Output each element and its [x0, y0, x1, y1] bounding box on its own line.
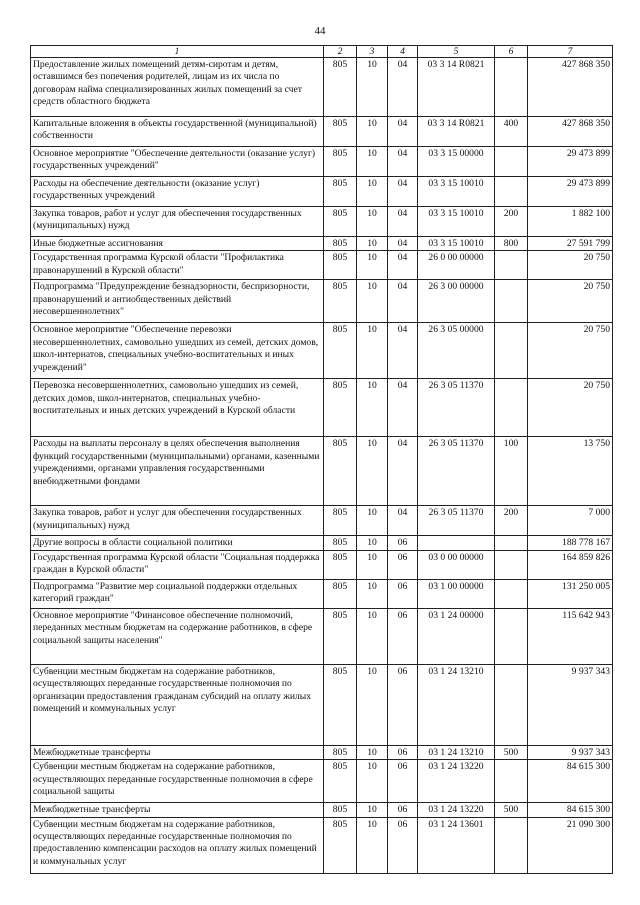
ministry-code-cell: 805: [324, 147, 357, 177]
section-code-cell: 10: [357, 147, 388, 177]
amount-cell: 427 868 350: [528, 58, 613, 117]
subsection-code-cell: 06: [388, 760, 418, 803]
row-name-cell: Основное мероприятие "Обеспечение деятельности (оказание услуг) государственных учреждений": [31, 147, 324, 177]
expense-type-cell: [495, 177, 528, 207]
subsection-code-cell: 04: [388, 177, 418, 207]
expense-type-cell: [495, 379, 528, 437]
target-article-cell: [418, 536, 495, 550]
subsection-code-cell: 06: [388, 803, 418, 817]
section-code-cell: 10: [357, 550, 388, 579]
subsection-code-cell: 04: [388, 280, 418, 323]
ministry-code-cell: 805: [324, 803, 357, 817]
amount-cell: 115 642 943: [528, 608, 613, 664]
subsection-code-cell: 04: [388, 437, 418, 506]
expense-type-cell: 200: [495, 506, 528, 536]
section-code-cell: 10: [357, 437, 388, 506]
section-code-cell: 10: [357, 379, 388, 437]
expense-type-cell: [495, 536, 528, 550]
amount-cell: 20 750: [528, 379, 613, 437]
section-code-cell: 10: [357, 58, 388, 117]
ministry-code-cell: 805: [324, 379, 357, 437]
expense-type-cell: [495, 58, 528, 117]
section-code-cell: 10: [357, 280, 388, 323]
header-col-5: 5: [418, 46, 495, 58]
section-code-cell: 10: [357, 608, 388, 664]
table-row: [31, 379, 613, 437]
ministry-code-cell: 805: [324, 536, 357, 550]
table-row: [31, 437, 613, 506]
target-article-cell: 03 3 15 10010: [418, 237, 495, 251]
table-row: [31, 664, 613, 745]
amount-cell: 29 473 899: [528, 147, 613, 177]
table-row: [31, 117, 613, 147]
row-name-cell: Подпрограмма "Предупреждение безнадзорности, беспризорности, правонарушений и антиобщественных действий несовершеннолетних": [31, 280, 324, 323]
target-article-cell: 26 0 00 00000: [418, 251, 495, 280]
budget-table: [30, 45, 613, 874]
row-name-cell: Капитальные вложения в объекты государственной (муниципальной) собственности: [31, 117, 324, 147]
subsection-code-cell: 06: [388, 579, 418, 608]
target-article-cell: 03 0 00 00000: [418, 550, 495, 579]
row-name-cell: Расходы на обеспечение деятельности (оказание услуг) государственных учреждений: [31, 177, 324, 207]
section-code-cell: 10: [357, 177, 388, 207]
subsection-code-cell: 04: [388, 58, 418, 117]
table-row: [31, 177, 613, 207]
amount-cell: 84 615 300: [528, 803, 613, 817]
subsection-code-cell: 04: [388, 251, 418, 280]
amount-cell: 9 937 343: [528, 664, 613, 745]
amount-cell: 164 859 826: [528, 550, 613, 579]
subsection-code-cell: 06: [388, 745, 418, 759]
row-name-cell: Межбюджетные трансферты: [31, 803, 324, 817]
ministry-code-cell: 805: [324, 177, 357, 207]
ministry-code-cell: 805: [324, 664, 357, 745]
table-row: [31, 147, 613, 177]
table-body: [31, 58, 613, 874]
table-row: [31, 58, 613, 117]
section-code-cell: 10: [357, 760, 388, 803]
header-col-7: 7: [528, 46, 613, 58]
target-article-cell: 26 3 05 11370: [418, 379, 495, 437]
ministry-code-cell: 805: [324, 760, 357, 803]
table-row: [31, 803, 613, 817]
amount-cell: 20 750: [528, 323, 613, 379]
expense-type-cell: [495, 550, 528, 579]
expense-type-cell: 200: [495, 207, 528, 237]
subsection-code-cell: 04: [388, 323, 418, 379]
amount-cell: 131 250 005: [528, 579, 613, 608]
target-article-cell: 03 3 15 10010: [418, 207, 495, 237]
section-code-cell: 10: [357, 579, 388, 608]
amount-cell: 188 778 167: [528, 536, 613, 550]
row-name-cell: Субвенции местным бюджетам на содержание работников, осуществляющих переданные государственные полномочия по организации предоставления гражданам субсидий на оплату жилых помещений и коммунальных услуг: [31, 664, 324, 745]
header-col-2: 2: [324, 46, 357, 58]
target-article-cell: 03 1 24 13220: [418, 803, 495, 817]
expense-type-cell: [495, 664, 528, 745]
target-article-cell: 03 1 00 00000: [418, 579, 495, 608]
table-row: [31, 745, 613, 759]
amount-cell: 20 750: [528, 251, 613, 280]
expense-type-cell: [495, 147, 528, 177]
expense-type-cell: [495, 323, 528, 379]
amount-cell: 21 090 300: [528, 817, 613, 873]
target-article-cell: 03 3 14 R0821: [418, 117, 495, 147]
subsection-code-cell: 06: [388, 664, 418, 745]
row-name-cell: Закупка товаров, работ и услуг для обеспечения государственных (муниципальных) нужд: [31, 506, 324, 536]
subsection-code-cell: 04: [388, 237, 418, 251]
ministry-code-cell: 805: [324, 817, 357, 873]
amount-cell: 29 473 899: [528, 177, 613, 207]
ministry-code-cell: 805: [324, 280, 357, 323]
header-col-4: 4: [388, 46, 418, 58]
expense-type-cell: [495, 760, 528, 803]
ministry-code-cell: 805: [324, 237, 357, 251]
table-row: [31, 579, 613, 608]
target-article-cell: 03 3 14 R0821: [418, 58, 495, 117]
ministry-code-cell: 805: [324, 437, 357, 506]
amount-cell: 7 000: [528, 506, 613, 536]
row-name-cell: Предоставление жилых помещений детям-сиротам и детям, оставшимся без попечения родителей, лицам из их числа по договорам найма специализированных жилых помещений за счет средств областного бюджета: [31, 58, 324, 117]
section-code-cell: 10: [357, 803, 388, 817]
section-code-cell: 10: [357, 664, 388, 745]
row-name-cell: Основное мероприятие "Обеспечение перевозки несовершеннолетних, самовольно ушедших из семей, детских домов, школ-интернатов, специальных учебно-воспитательных и иных учреждений": [31, 323, 324, 379]
amount-cell: 9 937 343: [528, 745, 613, 759]
table-row: [31, 608, 613, 664]
header-col-6: 6: [495, 46, 528, 58]
table-row: [31, 536, 613, 550]
ministry-code-cell: 805: [324, 579, 357, 608]
row-name-cell: Субвенции местным бюджетам на содержание работников, осуществляющих переданные государственные полномочия по предоставлению компенсации расходов на оплату жилых помещений и коммунальных услуг: [31, 817, 324, 873]
section-code-cell: 10: [357, 323, 388, 379]
section-code-cell: 10: [357, 745, 388, 759]
header-row: [31, 46, 613, 58]
amount-cell: 427 868 350: [528, 117, 613, 147]
target-article-cell: 03 1 24 13210: [418, 664, 495, 745]
row-name-cell: Государственная программа Курской области "Профилактика правонарушений в Курской области": [31, 251, 324, 280]
target-article-cell: 03 3 15 10010: [418, 177, 495, 207]
section-code-cell: 10: [357, 251, 388, 280]
amount-cell: 13 750: [528, 437, 613, 506]
section-code-cell: 10: [357, 207, 388, 237]
row-name-cell: Субвенции местным бюджетам на содержание работников, осуществляющих переданные государственные полномочия в сфере социальной защиты: [31, 760, 324, 803]
page-number: 44: [314, 25, 326, 37]
expense-type-cell: [495, 251, 528, 280]
row-name-cell: Межбюджетные трансферты: [31, 745, 324, 759]
table-row: [31, 817, 613, 873]
section-code-cell: 10: [357, 817, 388, 873]
ministry-code-cell: 805: [324, 550, 357, 579]
subsection-code-cell: 04: [388, 506, 418, 536]
table-row: [31, 237, 613, 251]
target-article-cell: 26 3 05 11370: [418, 506, 495, 536]
section-code-cell: 10: [357, 506, 388, 536]
header-col-3: 3: [357, 46, 388, 58]
expense-type-cell: [495, 608, 528, 664]
section-code-cell: 10: [357, 536, 388, 550]
expense-type-cell: 800: [495, 237, 528, 251]
ministry-code-cell: 805: [324, 117, 357, 147]
expense-type-cell: [495, 817, 528, 873]
target-article-cell: 26 3 05 00000: [418, 323, 495, 379]
subsection-code-cell: 04: [388, 117, 418, 147]
table-row: [31, 280, 613, 323]
amount-cell: 27 591 799: [528, 237, 613, 251]
section-code-cell: 10: [357, 117, 388, 147]
target-article-cell: 03 1 24 00000: [418, 608, 495, 664]
amount-cell: 84 615 300: [528, 760, 613, 803]
expense-type-cell: 400: [495, 117, 528, 147]
target-article-cell: 26 3 05 11370: [418, 437, 495, 506]
subsection-code-cell: 04: [388, 379, 418, 437]
row-name-cell: Подпрограмма "Развитие мер социальной поддержки отдельных категорий граждан": [31, 579, 324, 608]
ministry-code-cell: 805: [324, 58, 357, 117]
ministry-code-cell: 805: [324, 745, 357, 759]
target-article-cell: 26 3 00 00000: [418, 280, 495, 323]
row-name-cell: Расходы на выплаты персоналу в целях обеспечения выполнения функций государственными (муниципальными) органами, казенными учреждениями, органами управления государственными внебюджетными фондами: [31, 437, 324, 506]
subsection-code-cell: 04: [388, 147, 418, 177]
row-name-cell: Государственная программа Курской области "Социальная поддержка граждан в Курской области": [31, 550, 324, 579]
subsection-code-cell: 06: [388, 817, 418, 873]
expense-type-cell: [495, 280, 528, 323]
amount-cell: 1 882 100: [528, 207, 613, 237]
ministry-code-cell: 805: [324, 251, 357, 280]
expense-type-cell: 500: [495, 745, 528, 759]
row-name-cell: Другие вопросы в области социальной политики: [31, 536, 324, 550]
target-article-cell: 03 1 24 13220: [418, 760, 495, 803]
target-article-cell: 03 1 24 13210: [418, 745, 495, 759]
ministry-code-cell: 805: [324, 506, 357, 536]
table-row: [31, 506, 613, 536]
section-code-cell: 10: [357, 237, 388, 251]
subsection-code-cell: 04: [388, 207, 418, 237]
subsection-code-cell: 06: [388, 550, 418, 579]
expense-type-cell: 100: [495, 437, 528, 506]
target-article-cell: 03 3 15 00000: [418, 147, 495, 177]
ministry-code-cell: 805: [324, 608, 357, 664]
subsection-code-cell: 06: [388, 608, 418, 664]
subsection-code-cell: 06: [388, 536, 418, 550]
amount-cell: 20 750: [528, 280, 613, 323]
table-row: [31, 251, 613, 280]
row-name-cell: Перевозка несовершеннолетних, самовольно ушедших из семей, детских домов, школ-интернатов, специальных учебно-воспитательных и иных детских учреждений в Курской области: [31, 379, 324, 437]
expense-type-cell: [495, 579, 528, 608]
expense-type-cell: 500: [495, 803, 528, 817]
table-row: [31, 550, 613, 579]
row-name-cell: Закупка товаров, работ и услуг для обеспечения государственных (муниципальных) нужд: [31, 207, 324, 237]
row-name-cell: Иные бюджетные ассигнования: [31, 237, 324, 251]
table-row: [31, 760, 613, 803]
ministry-code-cell: 805: [324, 207, 357, 237]
ministry-code-cell: 805: [324, 323, 357, 379]
row-name-cell: Основное мероприятие "Финансовое обеспечение полномочий, переданных местным бюджетам на содержание работников, в сфере социальной защиты населения": [31, 608, 324, 664]
header-col-1: 1: [31, 46, 324, 58]
table-row: [31, 207, 613, 237]
target-article-cell: 03 1 24 13601: [418, 817, 495, 873]
table-row: [31, 323, 613, 379]
